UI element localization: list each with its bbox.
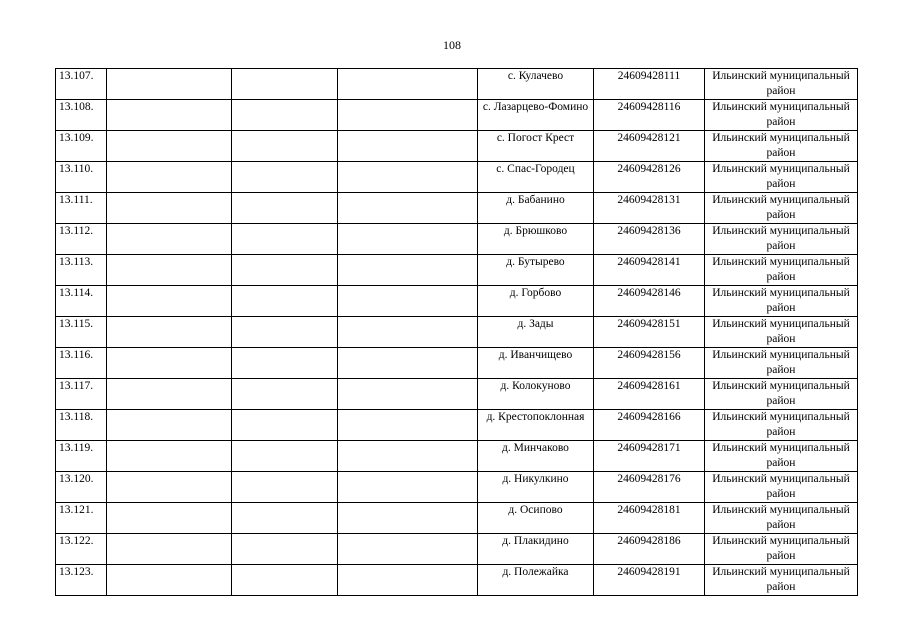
district-cell: Ильинский муниципальный район [705, 193, 858, 224]
table-row [56, 193, 858, 224]
empty-cell [338, 162, 478, 193]
row-number-cell: 13.111. [56, 193, 107, 224]
district-cell: Ильинский муниципальный район [705, 410, 858, 441]
table-row [56, 317, 858, 348]
table-row [56, 441, 858, 472]
page-number: 108 [443, 38, 461, 52]
oktmo-code-cell: 24609428171 [594, 441, 705, 472]
settlement-cell: д. Плакидино [478, 534, 594, 565]
oktmo-code-cell: 24609428121 [594, 131, 705, 162]
empty-cell [107, 224, 232, 255]
empty-cell [338, 441, 478, 472]
district-cell: Ильинский муниципальный район [705, 348, 858, 379]
empty-cell [107, 348, 232, 379]
empty-cell [232, 255, 338, 286]
empty-cell [232, 100, 338, 131]
settlement-cell: д. Горбово [478, 286, 594, 317]
empty-cell [232, 317, 338, 348]
empty-cell [338, 348, 478, 379]
district-cell: Ильинский муниципальный район [705, 441, 858, 472]
empty-cell [107, 100, 232, 131]
empty-cell [107, 503, 232, 534]
oktmo-code-cell: 24609428191 [594, 565, 705, 596]
settlement-cell: д. Бабанино [478, 193, 594, 224]
table-row [56, 348, 858, 379]
empty-cell [232, 348, 338, 379]
table-row [56, 69, 858, 100]
settlement-cell: д. Полежайка [478, 565, 594, 596]
oktmo-code-cell: 24609428151 [594, 317, 705, 348]
row-number-cell: 13.107. [56, 69, 107, 100]
empty-cell [107, 69, 232, 100]
settlement-cell: с. Спас-Городец [478, 162, 594, 193]
empty-cell [107, 162, 232, 193]
empty-cell [107, 472, 232, 503]
table-row [56, 286, 858, 317]
empty-cell [338, 410, 478, 441]
empty-cell [107, 131, 232, 162]
empty-cell [232, 441, 338, 472]
settlement-cell: д. Брюшково [478, 224, 594, 255]
empty-cell [338, 224, 478, 255]
empty-cell [107, 534, 232, 565]
oktmo-code-cell: 24609428181 [594, 503, 705, 534]
empty-cell [107, 410, 232, 441]
empty-cell [232, 503, 338, 534]
settlement-cell: д. Колокуново [478, 379, 594, 410]
table-row [56, 255, 858, 286]
district-cell: Ильинский муниципальный район [705, 224, 858, 255]
oktmo-code-cell: 24609428146 [594, 286, 705, 317]
table-row [56, 379, 858, 410]
district-cell: Ильинский муниципальный район [705, 255, 858, 286]
empty-cell [232, 410, 338, 441]
empty-cell [107, 286, 232, 317]
empty-cell [232, 193, 338, 224]
table-row [56, 503, 858, 534]
row-number-cell: 13.121. [56, 503, 107, 534]
row-number-cell: 13.123. [56, 565, 107, 596]
oktmo-code-cell: 24609428136 [594, 224, 705, 255]
table-row [56, 224, 858, 255]
empty-cell [338, 286, 478, 317]
empty-cell [107, 441, 232, 472]
oktmo-code-cell: 24609428126 [594, 162, 705, 193]
settlement-cell: д. Минчаково [478, 441, 594, 472]
empty-cell [107, 193, 232, 224]
table-body [56, 69, 858, 596]
district-cell: Ильинский муниципальный район [705, 69, 858, 100]
settlement-cell: д. Зады [478, 317, 594, 348]
oktmo-code-cell: 24609428186 [594, 534, 705, 565]
row-number-cell: 13.113. [56, 255, 107, 286]
table-row [56, 565, 858, 596]
row-number-cell: 13.117. [56, 379, 107, 410]
row-number-cell: 13.115. [56, 317, 107, 348]
district-cell: Ильинский муниципальный район [705, 565, 858, 596]
empty-cell [107, 379, 232, 410]
row-number-cell: 13.118. [56, 410, 107, 441]
row-number-cell: 13.112. [56, 224, 107, 255]
district-cell: Ильинский муниципальный район [705, 503, 858, 534]
empty-cell [107, 255, 232, 286]
settlement-cell: д. Никулкино [478, 472, 594, 503]
settlement-cell: д. Крестопоклонная [478, 410, 594, 441]
oktmo-code-cell: 24609428141 [594, 255, 705, 286]
settlement-cell: с. Кулачево [478, 69, 594, 100]
district-cell: Ильинский муниципальный район [705, 286, 858, 317]
empty-cell [338, 379, 478, 410]
settlement-cell: д. Осипово [478, 503, 594, 534]
empty-cell [232, 472, 338, 503]
district-cell: Ильинский муниципальный район [705, 379, 858, 410]
table-row [56, 162, 858, 193]
settlements-table [55, 68, 858, 596]
empty-cell [338, 193, 478, 224]
empty-cell [232, 224, 338, 255]
settlement-cell: д. Иванчищево [478, 348, 594, 379]
row-number-cell: 13.110. [56, 162, 107, 193]
empty-cell [107, 565, 232, 596]
table-row [56, 131, 858, 162]
table-row [56, 534, 858, 565]
oktmo-code-cell: 24609428131 [594, 193, 705, 224]
empty-cell [338, 565, 478, 596]
empty-cell [338, 472, 478, 503]
district-cell: Ильинский муниципальный район [705, 162, 858, 193]
empty-cell [232, 69, 338, 100]
district-cell: Ильинский муниципальный район [705, 534, 858, 565]
empty-cell [232, 379, 338, 410]
oktmo-code-cell: 24609428111 [594, 69, 705, 100]
district-cell: Ильинский муниципальный район [705, 317, 858, 348]
table-row [56, 100, 858, 131]
row-number-cell: 13.114. [56, 286, 107, 317]
empty-cell [338, 69, 478, 100]
row-number-cell: 13.109. [56, 131, 107, 162]
empty-cell [338, 534, 478, 565]
empty-cell [107, 317, 232, 348]
table-row [56, 410, 858, 441]
oktmo-code-cell: 24609428156 [594, 348, 705, 379]
empty-cell [232, 565, 338, 596]
empty-cell [232, 534, 338, 565]
district-cell: Ильинский муниципальный район [705, 100, 858, 131]
row-number-cell: 13.120. [56, 472, 107, 503]
settlement-cell: с. Погост Крест [478, 131, 594, 162]
empty-cell [232, 131, 338, 162]
empty-cell [338, 100, 478, 131]
empty-cell [338, 503, 478, 534]
district-cell: Ильинский муниципальный район [705, 131, 858, 162]
oktmo-code-cell: 24609428116 [594, 100, 705, 131]
settlement-cell: д. Бутырево [478, 255, 594, 286]
empty-cell [338, 255, 478, 286]
table-row [56, 472, 858, 503]
empty-cell [338, 131, 478, 162]
empty-cell [338, 317, 478, 348]
district-cell: Ильинский муниципальный район [705, 472, 858, 503]
oktmo-code-cell: 24609428166 [594, 410, 705, 441]
row-number-cell: 13.119. [56, 441, 107, 472]
settlement-cell: с. Лазарцево-Фомино [478, 100, 594, 131]
oktmo-code-cell: 24609428161 [594, 379, 705, 410]
row-number-cell: 13.108. [56, 100, 107, 131]
empty-cell [232, 286, 338, 317]
empty-cell [232, 162, 338, 193]
row-number-cell: 13.122. [56, 534, 107, 565]
row-number-cell: 13.116. [56, 348, 107, 379]
oktmo-code-cell: 24609428176 [594, 472, 705, 503]
